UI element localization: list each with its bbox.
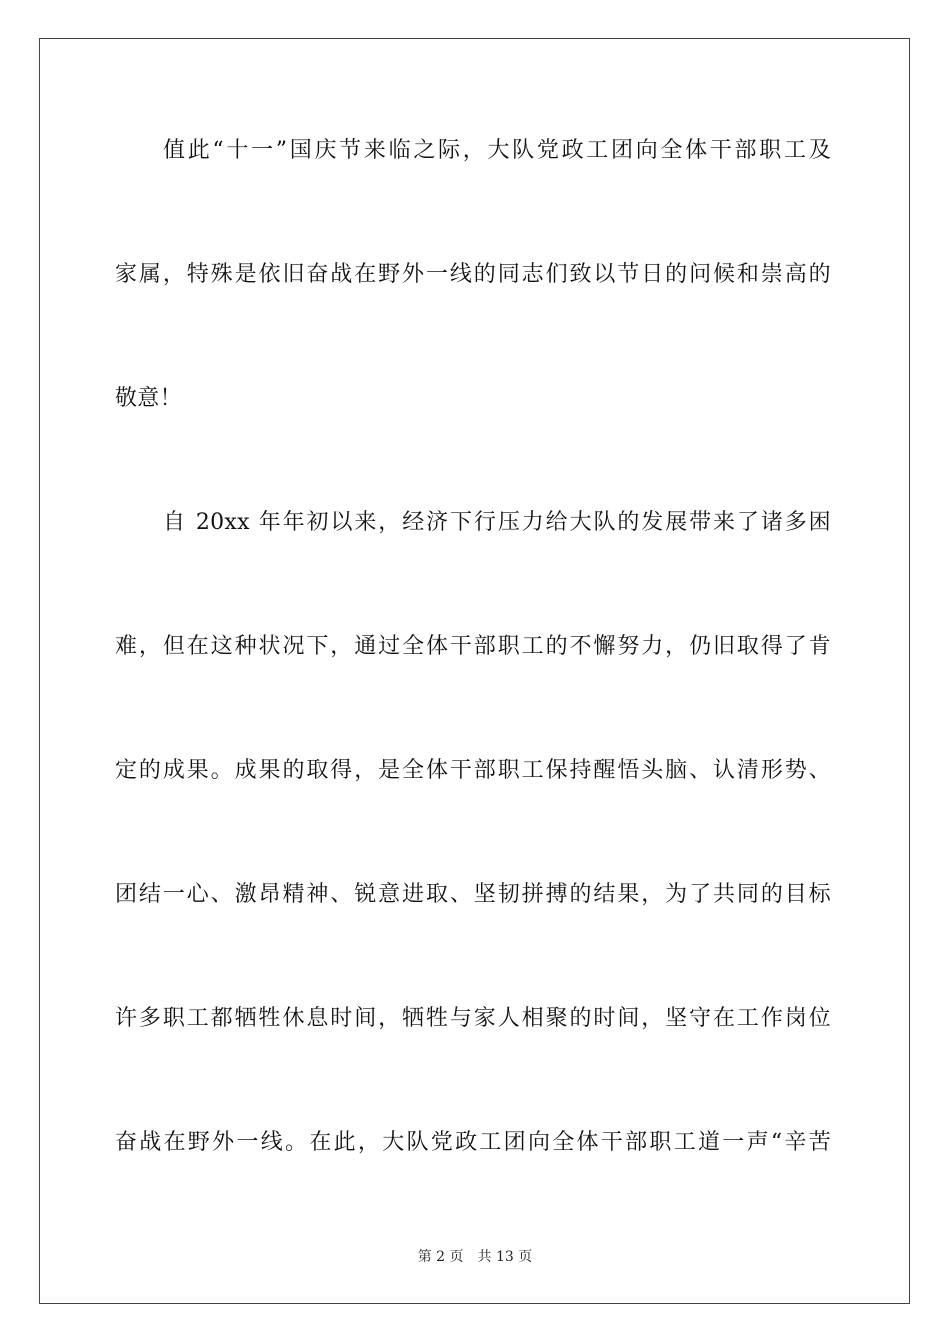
paragraph-line: 团结一心、激昂精神、锐意进取、坚韧拼搏的结果，为了共同的目标 xyxy=(115,882,831,907)
paragraph-line: 自 20xx 年年初以来，经济下行压力给大队的发展带来了诸多困 xyxy=(163,510,831,535)
page-border xyxy=(39,38,910,1304)
paragraph-line: 定的成果。成果的取得，是全体干部职工保持醒悟头脑、认清形势、 xyxy=(115,758,831,783)
paragraph-line: 难，但在这种状况下，通过全体干部职工的不懈努力，仍旧取得了肯 xyxy=(115,634,831,659)
paragraph-line: 奋战在野外一线。在此，大队党政工团向全体干部职工道一声“辛苦 xyxy=(115,1130,831,1155)
paragraph-line: 家属，特殊是依旧奋战在野外一线的同志们致以节日的问候和崇高的 xyxy=(115,262,831,287)
paragraph-line: 敬意！ xyxy=(115,386,182,411)
paragraph-line: 值此“十一”国庆节来临之际，大队党政工团向全体干部职工及 xyxy=(163,138,831,163)
paragraph-line: 许多职工都牺牲休息时间，牺牲与家人相聚的时间，坚守在工作岗位 xyxy=(115,1006,831,1031)
page-total: 共 13 页 xyxy=(477,1249,533,1265)
page-number: 第 2 页 xyxy=(417,1249,464,1265)
page-footer xyxy=(0,1248,950,1266)
